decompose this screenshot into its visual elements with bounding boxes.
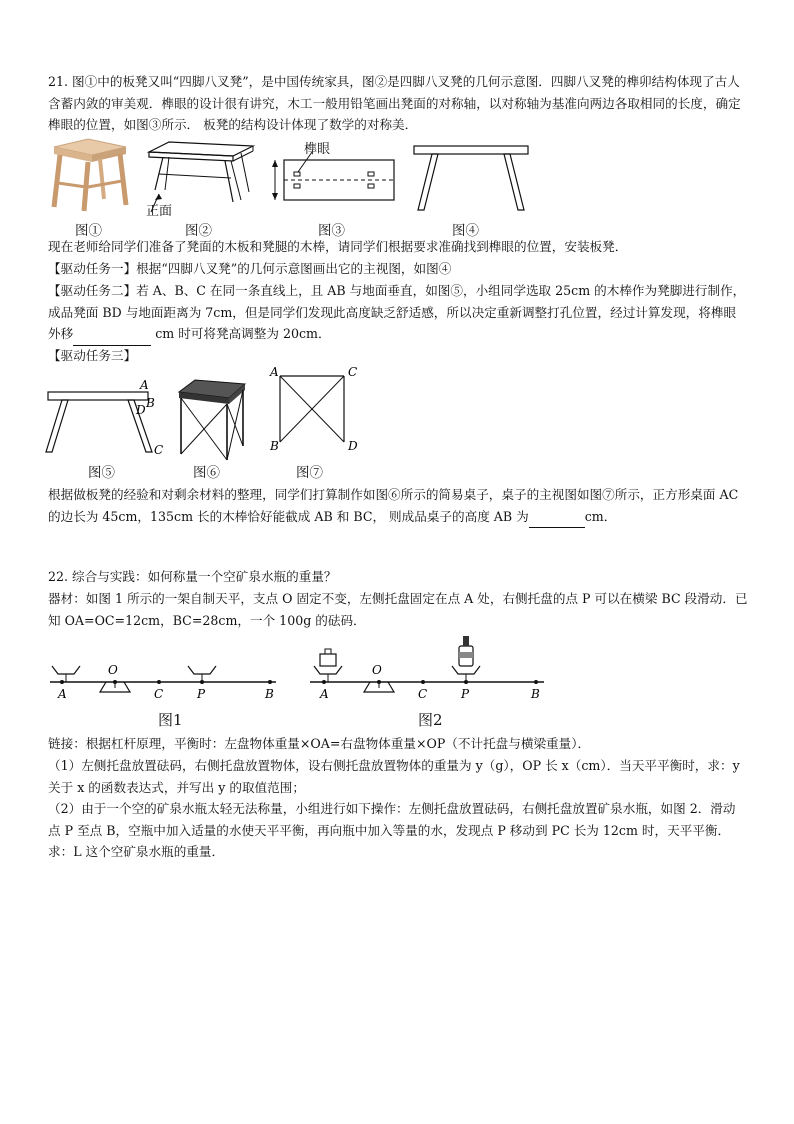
fig7-label-b: B (270, 439, 279, 453)
fig2-label-o: O (372, 663, 382, 677)
caption-fig2: 图② (185, 223, 212, 239)
balance-fig2 (304, 632, 554, 702)
caption-balance-fig1: 图1 (158, 711, 183, 729)
q22-part1: （1）左侧托盘放置砝码，右侧托盘放置物体，设右侧托盘放置物体的重量为 y（g），OP 长 x（cm）．当天平平衡时，求：y 关于 x 的函数表达式，并写出 y 的取值范围； (48, 758, 740, 795)
fig1-label-b: B (265, 687, 274, 701)
caption-fig3: 图③ (318, 223, 345, 239)
fig2-label-a: A (320, 687, 329, 701)
fig5-label-a: A (140, 378, 149, 392)
caption-balance-fig2: 图2 (418, 711, 443, 729)
fig7-front-view (268, 366, 358, 456)
caption-fig7: 图⑦ (296, 465, 323, 481)
q21-intro: 21. 图①中的板凳又叫“四脚八叉凳”，是中国传统家具，图②是四脚八叉凳的几何示意图．四脚八叉凳的榫卯结构体现了古人含蓄内敛的审美观．榫眼的设计很有讲究，木工一般用铅笔画出凳面的对称轴，以对称轴为基准向两边各取相同的长度，确定榫眼的位置，如图③所示． 板凳的结构设计体现了数学的对称美． (48, 74, 741, 132)
fig2-label-c: C (418, 687, 428, 701)
answer-blank-1[interactable] (73, 323, 151, 346)
mortise-label: 榫眼 (304, 142, 331, 157)
q21-material: 现在老师给同学们准备了凳面的木板和凳腿的木棒，请同学们根据要求准确找到榫眼的位置，安装板凳． (48, 239, 628, 254)
fig7-label-a: A (270, 366, 279, 379)
q22-material: 器材：如图 1 所示的一架自制天平，支点 O 固定不变，左侧托盘固定在点 A 处，右侧托盘的点 P 可以在横梁 BC 段滑动．已知 OA=OC=12cm，BC=28cm，一个 100g 的砝码． (48, 591, 748, 628)
answer-blank-2[interactable] (529, 506, 585, 529)
q21-task3-title: 【驱动任务三】 (48, 348, 137, 363)
q22-title: 22. 综合与实践：如何称量一个空矿泉水瓶的重量？ (48, 569, 337, 584)
fig5-label-b: B (146, 396, 155, 410)
stool-photo-figure (48, 135, 130, 213)
caption-fig6: 图⑥ (193, 465, 220, 481)
fig1-label-c: C (154, 687, 164, 701)
board-mortise-figure (270, 138, 400, 213)
table-3d-figure (175, 378, 250, 463)
fig7-label-c: C (348, 366, 358, 379)
fig1-label-o: O (108, 663, 118, 677)
q21-task2: 【驱动任务二】若 A、B、C 在同一条直线上，且 AB 与地面垂直，如图⑤，小组同学选取 25cm 的木棒作为凳脚进行制作，成品凳面 BD 与地面距离为 7cm，但是同学们发现此高度缺乏舒适感，所以决定重新调整打孔位置，经过计算发现，将榫眼外移 cm 时可将凳高调整为 20cm． (48, 280, 748, 346)
fig5-label-d: D (136, 403, 146, 417)
fig1-label-p: P (197, 687, 206, 701)
fig5-stool-figure (44, 372, 174, 462)
caption-fig1: 图① (75, 223, 102, 239)
front-view-figure (410, 142, 535, 212)
front-view-label: 正面 (146, 204, 173, 219)
q22-part2: （2）由于一个空的矿泉水瓶太轻无法称量，小组进行如下操作：左侧托盘放置砝码，右侧托盘放置矿泉水瓶，如图 2．滑动点 P 至点 B，空瓶中加入适量的水使天平平衡，再向瓶中加入等量的水，发现点 P 移动到 PC 长为 12cm 时，天平平衡．求：L 这个空矿泉水瓶的重量． (48, 801, 736, 859)
q21-task1: 【驱动任务一】根据“四脚八叉凳”的几何示意图画出它的主视图，如图④ (48, 261, 452, 276)
fig2-label-p: P (461, 687, 470, 701)
caption-fig4: 图④ (452, 223, 479, 239)
balance-fig1 (44, 640, 284, 702)
q21-task3-body: 根据做板凳的经验和对剩余材料的整理，同学们打算制作如图⑥所示的简易桌子，桌子的主视图如图⑦所示，正方形桌面 AC 的边长为 45cm，135cm 长的木棒恰好能截成 AB 和 BC， 则成品桌子的高度 AB 为 cm． (48, 484, 748, 528)
fig7-label-d: D (348, 439, 358, 453)
q22-link: 链接：根据杠杆原理，平衡时：左盘物体重量×OA=右盘物体重量×OP（不计托盘与横梁重量）． (48, 736, 591, 751)
caption-fig5: 图⑤ (88, 465, 115, 481)
fig1-label-a: A (58, 687, 67, 701)
fig2-label-b: B (531, 687, 540, 701)
fig5-label-c: C (154, 443, 164, 457)
